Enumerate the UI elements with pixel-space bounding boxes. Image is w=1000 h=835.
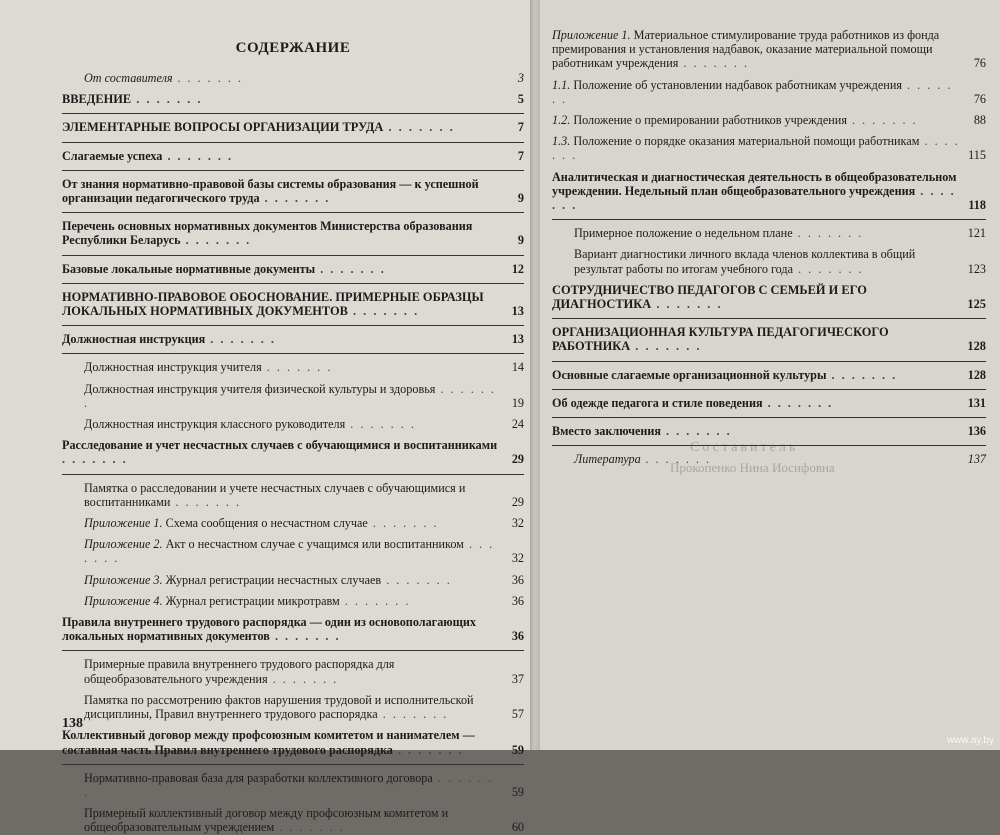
toc-page-number: 9 (517, 191, 524, 206)
leader-dots: . . . . . . . (846, 113, 918, 128)
section-rule (62, 142, 524, 143)
toc-page-number: 32 (511, 516, 524, 531)
toc-entry (62, 537, 524, 565)
leader-dots: . . . . . . . (793, 261, 864, 276)
appendix-label: Приложение 1. (84, 516, 166, 531)
toc-entry-title: Журнал регистрации микротравм (165, 593, 340, 608)
appendix-label: Приложение 2. (84, 537, 166, 552)
page-number: 138 (62, 716, 83, 731)
toc-entry-title: Памятка о расследовании и учете несчастных случаев с обучающимися и воспитанниками (84, 480, 466, 509)
toc-entry (552, 368, 986, 382)
leader-dots: . . . . . . . (180, 233, 252, 248)
toc-entry-title: Материальное стимулирование труда работников из фонда премирования и установления надбавок, оказание материальной помощи работникам учреждения (552, 28, 940, 71)
toc-page-number: 9 (517, 233, 524, 248)
section-rule (62, 325, 524, 326)
toc-entry-title: Аналитическая и диагностическая деятельность в общеобразовательном учреждении. Недельный план общеобразовательного учреждения (552, 169, 957, 198)
section-rule (62, 212, 524, 213)
toc-page-number: 118 (968, 198, 986, 213)
leader-dots: . . . . . . . (131, 92, 203, 107)
toc-entry (62, 481, 524, 509)
toc-entry (552, 170, 986, 213)
toc-page-number: 76 (973, 91, 986, 106)
section-rule (552, 389, 986, 390)
toc-entry (62, 120, 524, 134)
toc-entry-title: Слагаемые успеха (62, 148, 163, 163)
toc-entry-title: Должностная инструкция классного руководителя (84, 417, 346, 432)
toc-page-number: 115 (968, 148, 986, 163)
toc-page-number: 59 (511, 784, 524, 799)
section-rule (62, 255, 524, 256)
toc-entry (62, 516, 524, 530)
leader-dots: . . . . . . . (651, 297, 723, 312)
toc-entry (62, 806, 524, 834)
toc-entry-title: Положение о премировании работников учреждения (573, 113, 847, 128)
toc-page-number: 137 (967, 452, 986, 467)
toc-page-number: 12 (511, 261, 524, 276)
toc-page-number: 13 (511, 304, 524, 319)
toc-entry (62, 332, 524, 346)
leader-dots: . . . . . . . (377, 707, 449, 722)
leader-dots: . . . . . . . (274, 820, 345, 835)
toc-entry-title: Примерный коллективный договор между профсоюзным комитетом и общеобразовательным учреждением (84, 806, 449, 835)
toc-page-number: 57 (511, 707, 524, 722)
toc-entry (552, 78, 986, 106)
section-rule (62, 113, 524, 114)
toc-page-number: 13 (511, 332, 524, 347)
appendix-label: Приложение 1. (552, 28, 634, 42)
section-rule (552, 417, 986, 418)
toc-entry (552, 325, 986, 353)
toc-page-number: 7 (517, 148, 524, 163)
toc-entry (62, 438, 524, 466)
toc-entry (552, 283, 986, 311)
leader-dots: . . . . . . . (261, 360, 333, 375)
toc-entry (62, 219, 524, 247)
leader-dots: . . . . . . . (84, 381, 496, 410)
toc-entry-title: Примерные правила внутреннего трудового распорядка для общеобразовательного учреждения (84, 657, 395, 686)
toc-entry-title: ЭЛЕМЕНТАРНЫЕ ВОПРОСЫ ОРГАНИЗАЦИИ ТРУДА (62, 120, 384, 135)
toc-entry (62, 177, 524, 205)
toc-page-number: 131 (967, 395, 986, 410)
toc-page-number: 36 (511, 593, 524, 608)
toc-entry-title: НОРМАТИВНО-ПРАВОВОЕ ОБОСНОВАНИЕ. ПРИМЕРНЫЕ ОБРАЗЦЫ ЛОКАЛЬНЫХ НОРМАТИВНЫХ ДОКУМЕНТОВ (62, 289, 484, 319)
toc-entry (62, 771, 524, 799)
section-rule (62, 650, 524, 651)
appendix-label: Приложение 3. (84, 572, 166, 587)
toc-page-number: 29 (511, 452, 524, 467)
leader-dots: . . . . . . . (84, 770, 494, 799)
toc-page-number: 123 (967, 261, 986, 276)
toc-entry-title: Вариант диагностики личного вклада членов коллектива в общий результат работы по итогам учебного года (574, 247, 916, 276)
toc-page-number: 121 (967, 226, 986, 241)
toc-entry (62, 382, 524, 410)
toc-page-number: 24 (511, 417, 524, 432)
toc-page-number: 36 (511, 572, 524, 587)
toc-page-number: 128 (967, 367, 986, 382)
leader-dots: . . . . . . . (792, 226, 864, 241)
book-gutter (530, 0, 540, 750)
toc-entry-title: От знания нормативно-правовой базы системы образования — к успешной организации педагогического труда (62, 176, 479, 206)
toc-entry-title: Основные слагаемые организационной культуры (552, 367, 827, 382)
toc-entry-title: Коллективный договор между профсоюзным комитетом и нанимателем — составная часть Правил внутреннего трудового распорядка (62, 728, 475, 757)
toc-page-number: 76 (973, 56, 986, 71)
watermark: www.ay.by (946, 735, 994, 746)
toc-entry-title: Правила внутреннего трудового распорядка — один из основополагающих локальных нормативных документов (62, 615, 477, 644)
toc-entry (62, 71, 524, 85)
leader-dots: . . . . . . . (170, 494, 242, 509)
leader-dots: . . . . . . . (315, 261, 386, 276)
leader-dots: . . . . . . . (339, 593, 411, 608)
leader-dots: . . . . . . . (267, 671, 339, 686)
toc-entry (62, 615, 524, 643)
toc-page-number: 37 (511, 671, 524, 686)
section-rule (62, 474, 524, 475)
toc-page-number: 59 (511, 742, 524, 757)
toc-entry (62, 657, 524, 685)
leader-dots: . . . . . . . (826, 367, 898, 382)
toc-entry (62, 693, 524, 721)
toc-entry (62, 262, 524, 276)
toc-entry-title: От составителя (84, 71, 173, 85)
toc-entry (62, 594, 524, 608)
toc-entry (62, 290, 524, 318)
toc-entry-title: Вместо заключения (552, 424, 661, 439)
section-rule (62, 283, 524, 284)
toc-entry (552, 226, 986, 240)
toc-page-number: 14 (511, 360, 524, 375)
toc-entry (552, 134, 986, 162)
toc-page-number: 128 (967, 339, 986, 354)
toc-entry-title: Журнал регистрации несчастных случаев (165, 572, 382, 587)
toc-page-number: 88 (973, 113, 986, 128)
leader-dots: . . . . . . . (84, 537, 495, 566)
toc-entry-title: Положение об установлении надбавок работникам учреждения (573, 77, 902, 92)
leader-dots: . . . . . . . (172, 71, 244, 85)
toc-entry (62, 728, 524, 756)
leader-dots: . . . . . . . (392, 742, 464, 757)
toc-entry-title: ВВЕДЕНИЕ (62, 92, 132, 107)
toc-entry (552, 247, 986, 275)
section-rule (62, 170, 524, 171)
toc-page-number: 7 (517, 120, 524, 135)
leader-dots: . . . . . . . (383, 120, 455, 135)
toc-list-right (552, 28, 986, 466)
leader-dots: . . . . . . . (640, 452, 712, 467)
toc-entry-title: Об одежде педагога и стиле поведения (552, 395, 763, 410)
appendix-label: Приложение 4. (84, 593, 166, 608)
toc-entry (552, 113, 986, 127)
toc-entry (552, 424, 986, 438)
toc-entry-title: Базовые локальные нормативные документы (62, 261, 316, 276)
toc-entry-title: Должностная инструкция учителя физической культуры и здоровья (84, 381, 436, 396)
toc-entry (62, 417, 524, 431)
section-rule (62, 353, 524, 354)
toc-entry-title: Примерное положение о недельном плане (574, 226, 793, 241)
toc-entry (62, 360, 524, 374)
leader-dots: . . . . . . . (62, 452, 128, 467)
toc-entry (62, 92, 524, 106)
toc-page-number: 29 (511, 494, 524, 509)
toc-entry-title: Должностная инструкция учителя (84, 360, 262, 375)
toc-entry-title: Положение о порядке оказания материальной помощи работникам (573, 134, 920, 149)
toc-page-number: 19 (511, 395, 524, 410)
toc-page-number: 5 (517, 92, 524, 107)
leader-dots: . . . . . . . (347, 304, 420, 319)
toc-entry (62, 573, 524, 587)
toc-entry-title: ОРГАНИЗАЦИОННАЯ КУЛЬТУРА ПЕДАГОГИЧЕСКОГО РАБОТНИКА (552, 325, 889, 354)
leader-dots: . . . . . . . (552, 77, 953, 106)
leader-dots: . . . . . . . (259, 191, 331, 206)
contents-title: СОДЕРЖАНИЕ (235, 40, 351, 56)
toc-entry-title: Перечень основных нормативных документов Министерства образования Республики Беларусь (62, 219, 473, 248)
section-rule (62, 764, 524, 765)
toc-page-number: 125 (967, 297, 986, 312)
leader-dots: . . . . . . . (762, 395, 834, 410)
imprint-heading: Составитель (690, 440, 799, 455)
section-rule (552, 361, 986, 362)
leader-dots: . . . . . . . (345, 417, 416, 432)
toc-entry (552, 396, 986, 410)
toc-entry-title: Памятка по рассмотрению фактов нарушения трудовой и исполнительской дисциплины, Правил внутреннего трудового распорядка (84, 692, 474, 722)
appendix-label: 1.3. (552, 134, 574, 149)
appendix-label: 1.2. (552, 113, 574, 128)
toc-entry-title: Нормативно-правовая база для разработки коллективного договора (84, 770, 433, 785)
section-rule (552, 318, 986, 319)
appendix-label: 1.1. (552, 77, 574, 92)
leader-dots: . . . . . . . (381, 572, 452, 587)
right-page (540, 0, 1000, 750)
toc-entry (62, 149, 524, 163)
toc-page-number: 60 (511, 820, 524, 835)
toc-entry (552, 28, 986, 71)
imprint-name: Прокопенко Нина Иосифовна (670, 460, 835, 475)
toc-entry-title: СОТРУДНИЧЕСТВО ПЕДАГОГОВ С СЕМЬЕЙ И ЕГО ДИАГНОСТИКА (552, 282, 867, 312)
toc-entry-title: Расследование и учет несчастных случаев с обучающимися и воспитанниками (62, 438, 498, 453)
toc-page-number: 36 (511, 629, 524, 644)
leader-dots: . . . . . . . (552, 183, 956, 213)
toc-page-number: 3 (517, 71, 524, 85)
toc-entry-title: Акт о несчастном случае с учащимся или воспитанником (165, 537, 464, 552)
leader-dots: . . . . . . . (678, 56, 749, 71)
toc-entry-title: Литература (574, 452, 641, 467)
leader-dots: . . . . . . . (630, 339, 702, 354)
leader-dots: . . . . . . . (205, 332, 276, 347)
toc-list-left (62, 71, 524, 835)
toc-page-number: 136 (967, 424, 986, 439)
section-rule (552, 219, 986, 220)
toc-entry-title: Схема сообщения о несчастном случае (165, 516, 368, 531)
leader-dots: . . . . . . . (162, 148, 234, 163)
leader-dots: . . . . . . . (661, 424, 732, 439)
toc-entry-title: Должностная инструкция (62, 332, 206, 347)
leader-dots: . . . . . . . (552, 134, 960, 163)
toc-page-number: 32 (511, 551, 524, 566)
leader-dots: . . . . . . . (367, 516, 439, 531)
leader-dots: . . . . . . . (269, 629, 341, 644)
